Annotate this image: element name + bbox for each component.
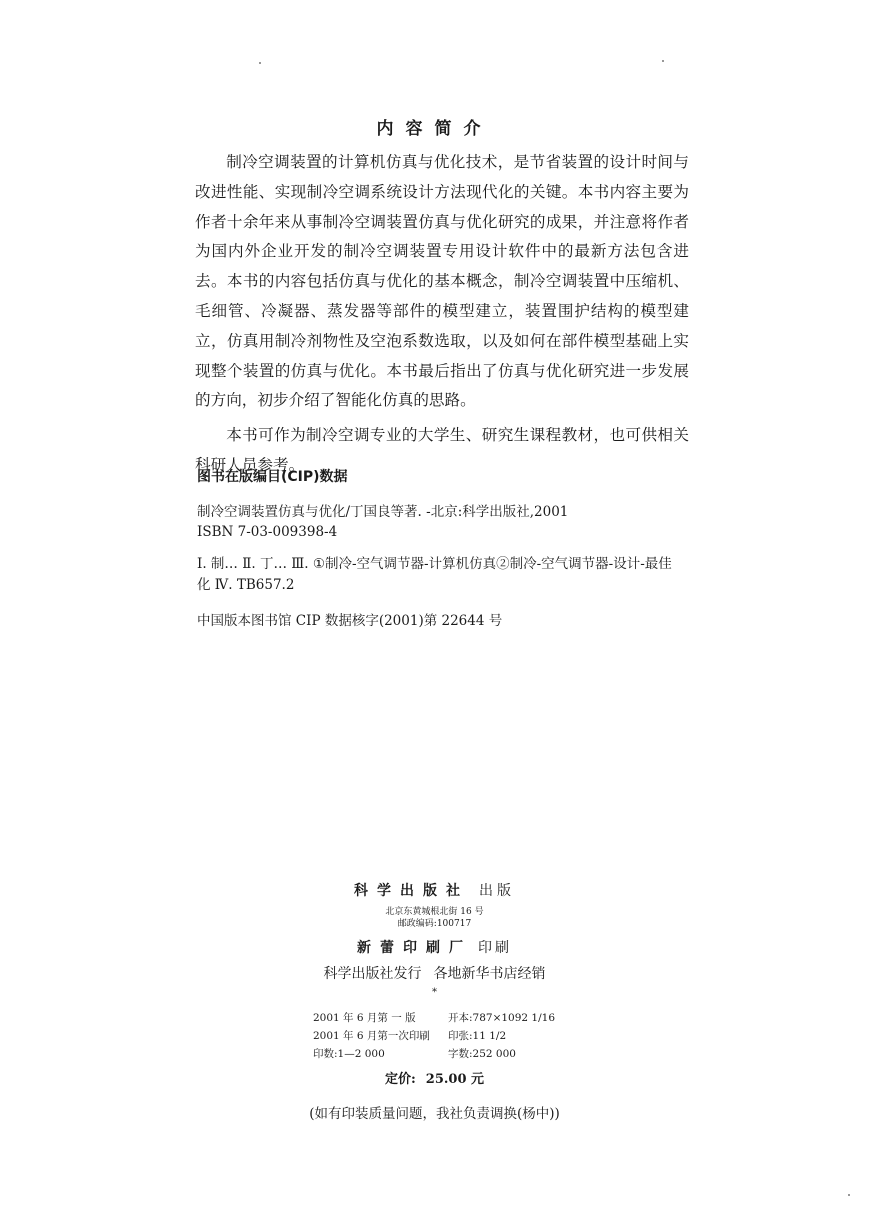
edition-info: 2001 年 6 月第 一 版 — [313, 1012, 416, 1024]
print-run-info: 印数:1—2 000 — [313, 1048, 385, 1060]
publisher-line — [0, 880, 869, 900]
distribution-line — [0, 963, 869, 983]
summary-body — [195, 148, 689, 486]
cip-data-number: 中国版本图书馆 CIP 数据核字(2001)第 22644 号 — [197, 613, 503, 629]
cip-record — [197, 502, 677, 542]
separator-mark: * — [432, 987, 437, 998]
price-line — [0, 1068, 869, 1087]
publisher-address: 北京东黄城根北街 16 号 — [385, 907, 484, 917]
quality-note: (如有印装质量问题，我社负责调换(杨中)) — [309, 1106, 560, 1122]
publisher-verb: 出版 — [479, 883, 515, 899]
scan-speck — [259, 62, 261, 64]
distributor: 科学出版社发行 — [323, 966, 422, 982]
price-label: 定价: — [384, 1072, 416, 1087]
printer-verb: 印刷 — [478, 940, 512, 956]
scan-speck — [848, 1194, 850, 1196]
publisher-name: 科学出版社 — [354, 883, 469, 899]
printing-info: 2001 年 6 月第一次印刷 — [313, 1030, 430, 1042]
summary-paragraph: 本书可作为制冷空调专业的大学生、研究生课程教材，也可供相关科研人员参考。 — [195, 426, 689, 474]
price-value: 25.00 元 — [425, 1072, 485, 1087]
cip-heading: 图书在版编目(CIP)数据 — [197, 469, 348, 485]
summary-paragraph: 制冷空调装置的计算机仿真与优化技术，是节省装置的设计时间与改进性能、实现制冷空调系统设计方法现代化的关键。本书内容主要为作者十余年来从事制冷空调装置仿真与优化研究的成果，并注意将作者为国内外企业开发的制冷空调装置专用设计软件中的最新方法包含进去。本书的内容包括仿真与优化的基本概念，制冷空调装置中压缩机、毛细管、冷凝器、蒸发器等部件的模型建立，装置围护结构的模型建立，仿真用制冷剂物性及空泡系数选取，以及如何在部件模型基础上实现整个装置的仿真与优化。本书最后指出了仿真与优化研究进一步发展的方向，初步介绍了智能化仿真的思路。 — [195, 153, 689, 410]
cip-book-line: 制冷空调装置仿真与优化/丁国良等著. -北京:科学出版社,2001 — [197, 504, 569, 520]
printer-line — [0, 937, 869, 957]
word-count-info: 字数:252 000 — [448, 1048, 516, 1060]
scan-speck — [662, 60, 664, 62]
sheets-info: 印张:11 1/2 — [448, 1030, 507, 1042]
cip-isbn: ISBN 7-03-009398-4 — [197, 524, 338, 540]
publisher-postcode: 邮政编码:100717 — [397, 919, 472, 929]
cip-subject: Ⅰ. 制… Ⅱ. 丁… Ⅲ. ①制冷-空气调节器-计算机仿真②制冷-空气调节器-设计-最佳化 Ⅳ. TB657.2 — [197, 556, 672, 593]
format-info: 开本:787×1092 1/16 — [448, 1012, 556, 1024]
printer-name: 新蕾印刷厂 — [357, 940, 472, 956]
summary-title: 内容简介 — [376, 119, 493, 139]
retailer: 各地新华书店经销 — [433, 966, 546, 982]
